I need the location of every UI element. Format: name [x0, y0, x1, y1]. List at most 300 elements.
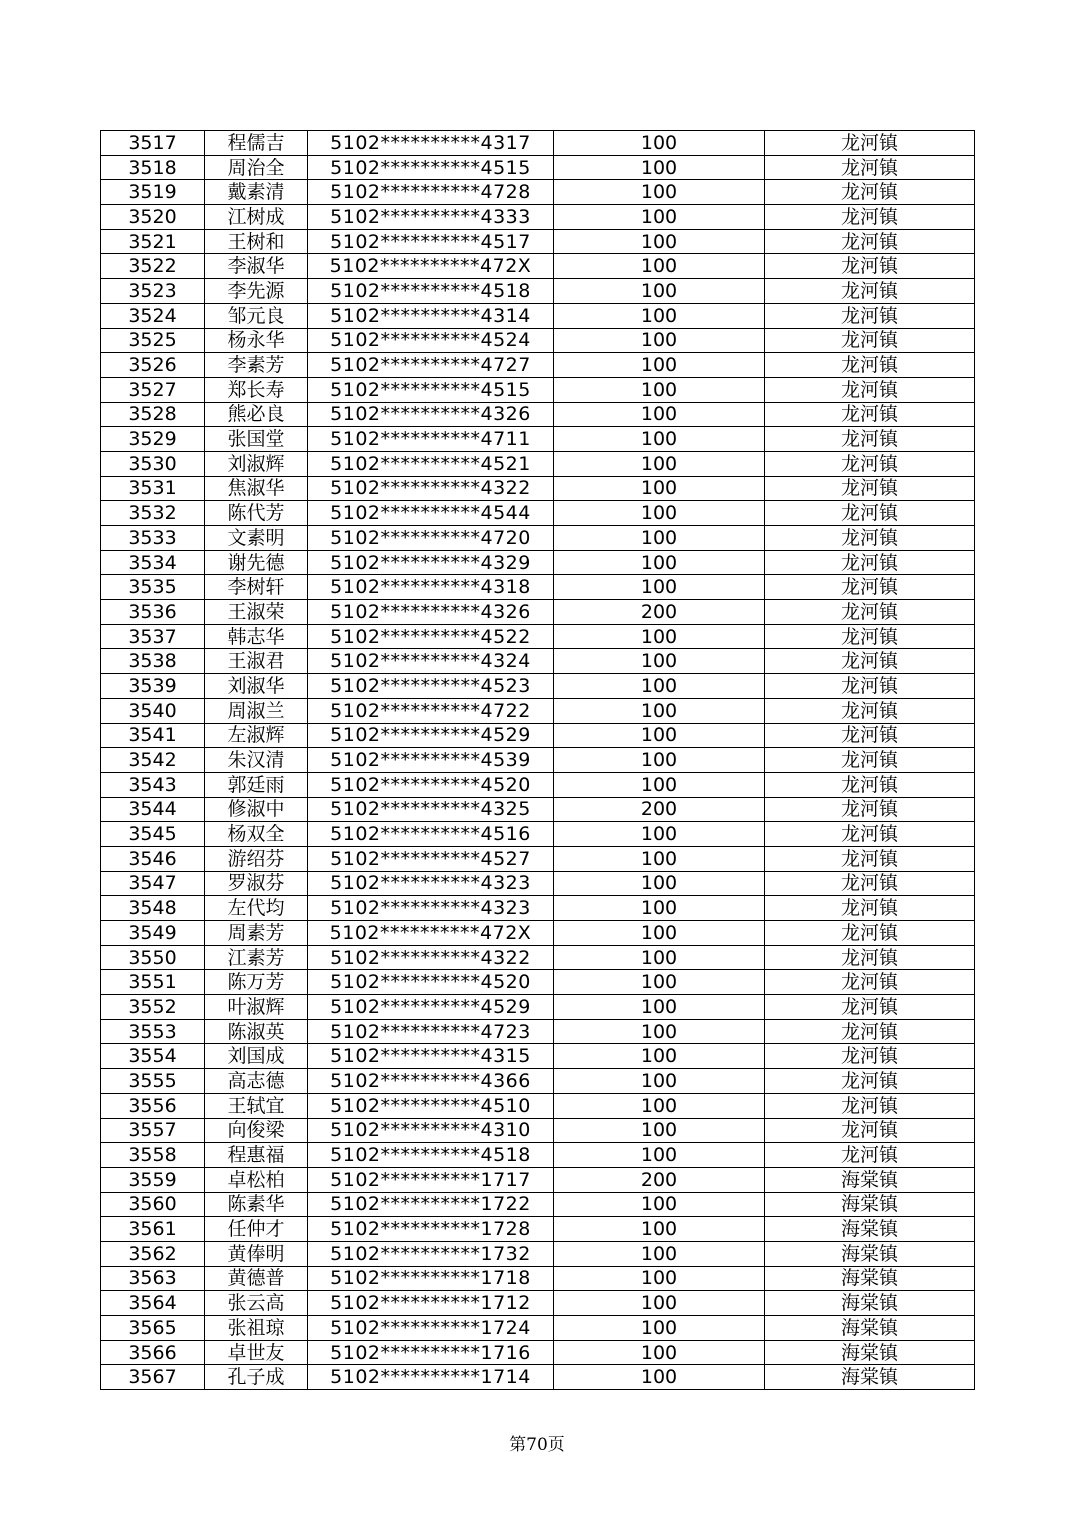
name-cell: 焦淑华 [205, 476, 308, 501]
id-number-cell: 5102**********4325 [308, 797, 554, 822]
town-cell: 龙河镇 [765, 205, 975, 230]
town-cell: 龙河镇 [765, 970, 975, 995]
name-cell: 黄德普 [205, 1266, 308, 1291]
name-cell: 郭廷雨 [205, 772, 308, 797]
amount-cell: 100 [554, 846, 765, 871]
table-row [101, 427, 975, 452]
table-row [101, 674, 975, 699]
table-row [101, 649, 975, 674]
name-cell: 左淑辉 [205, 723, 308, 748]
serial-number-cell: 3525 [101, 328, 205, 353]
name-cell: 游绍芬 [205, 846, 308, 871]
name-cell: 张祖琼 [205, 1316, 308, 1341]
name-cell: 朱汉清 [205, 748, 308, 773]
id-number-cell: 5102**********4727 [308, 353, 554, 378]
amount-cell: 100 [554, 1044, 765, 1069]
serial-number-cell: 3520 [101, 205, 205, 230]
id-number-cell: 5102**********1717 [308, 1167, 554, 1192]
name-cell: 黄俸明 [205, 1241, 308, 1266]
id-number-cell: 5102**********4315 [308, 1044, 554, 1069]
name-cell: 谢先德 [205, 550, 308, 575]
table-row [101, 180, 975, 205]
name-cell: 王轼宜 [205, 1093, 308, 1118]
id-number-cell: 5102**********4366 [308, 1069, 554, 1094]
table-row [101, 1217, 975, 1242]
name-cell: 韩志华 [205, 624, 308, 649]
town-cell: 龙河镇 [765, 131, 975, 156]
town-cell: 龙河镇 [765, 748, 975, 773]
serial-number-cell: 3527 [101, 377, 205, 402]
id-number-cell: 5102**********1722 [308, 1192, 554, 1217]
serial-number-cell: 3560 [101, 1192, 205, 1217]
amount-cell: 100 [554, 674, 765, 699]
serial-number-cell: 3567 [101, 1365, 205, 1390]
subsidy-table [100, 130, 975, 1390]
town-cell: 龙河镇 [765, 229, 975, 254]
id-number-cell: 5102**********4518 [308, 1143, 554, 1168]
id-number-cell: 5102**********4318 [308, 575, 554, 600]
name-cell: 王淑荣 [205, 600, 308, 625]
id-number-cell: 5102**********4520 [308, 772, 554, 797]
serial-number-cell: 3547 [101, 871, 205, 896]
town-cell: 龙河镇 [765, 674, 975, 699]
town-cell: 龙河镇 [765, 575, 975, 600]
amount-cell: 100 [554, 1093, 765, 1118]
amount-cell: 100 [554, 229, 765, 254]
table-row [101, 1241, 975, 1266]
id-number-cell: 5102**********4510 [308, 1093, 554, 1118]
table-row [101, 155, 975, 180]
serial-number-cell: 3545 [101, 822, 205, 847]
table-row [101, 1069, 975, 1094]
amount-cell: 100 [554, 698, 765, 723]
serial-number-cell: 3518 [101, 155, 205, 180]
town-cell: 海棠镇 [765, 1241, 975, 1266]
serial-number-cell: 3544 [101, 797, 205, 822]
id-number-cell: 5102**********4521 [308, 451, 554, 476]
table-row [101, 723, 975, 748]
name-cell: 郑长寿 [205, 377, 308, 402]
town-cell: 龙河镇 [765, 1093, 975, 1118]
name-cell: 卓世友 [205, 1340, 308, 1365]
name-cell: 王树和 [205, 229, 308, 254]
table-row [101, 1019, 975, 1044]
amount-cell: 100 [554, 748, 765, 773]
town-cell: 龙河镇 [765, 649, 975, 674]
id-number-cell: 5102**********1716 [308, 1340, 554, 1365]
amount-cell: 100 [554, 131, 765, 156]
serial-number-cell: 3523 [101, 279, 205, 304]
table-row [101, 205, 975, 230]
name-cell: 周治全 [205, 155, 308, 180]
town-cell: 龙河镇 [765, 1143, 975, 1168]
amount-cell: 100 [554, 155, 765, 180]
id-number-cell: 5102**********4523 [308, 674, 554, 699]
serial-number-cell: 3549 [101, 921, 205, 946]
id-number-cell: 5102**********4323 [308, 896, 554, 921]
table-row [101, 402, 975, 427]
table-row [101, 1143, 975, 1168]
name-cell: 卓松柏 [205, 1167, 308, 1192]
town-cell: 海棠镇 [765, 1316, 975, 1341]
id-number-cell: 5102**********4524 [308, 328, 554, 353]
table-body [101, 131, 975, 1390]
name-cell: 周素芳 [205, 921, 308, 946]
name-cell: 李淑华 [205, 254, 308, 279]
amount-cell: 100 [554, 871, 765, 896]
town-cell: 海棠镇 [765, 1291, 975, 1316]
id-number-cell: 5102**********1712 [308, 1291, 554, 1316]
serial-number-cell: 3562 [101, 1241, 205, 1266]
serial-number-cell: 3555 [101, 1069, 205, 1094]
name-cell: 陈万芳 [205, 970, 308, 995]
town-cell: 龙河镇 [765, 624, 975, 649]
id-number-cell: 5102**********4720 [308, 526, 554, 551]
serial-number-cell: 3543 [101, 772, 205, 797]
name-cell: 陈代芳 [205, 501, 308, 526]
table-row [101, 526, 975, 551]
table-row [101, 822, 975, 847]
amount-cell: 100 [554, 254, 765, 279]
amount-cell: 100 [554, 970, 765, 995]
serial-number-cell: 3559 [101, 1167, 205, 1192]
table-row [101, 377, 975, 402]
name-cell: 江素芳 [205, 945, 308, 970]
town-cell: 龙河镇 [765, 279, 975, 304]
table-row [101, 748, 975, 773]
name-cell: 左代均 [205, 896, 308, 921]
id-number-cell: 5102**********472X [308, 254, 554, 279]
amount-cell: 100 [554, 995, 765, 1020]
serial-number-cell: 3536 [101, 600, 205, 625]
town-cell: 海棠镇 [765, 1365, 975, 1390]
town-cell: 龙河镇 [765, 822, 975, 847]
id-number-cell: 5102**********4314 [308, 303, 554, 328]
serial-number-cell: 3565 [101, 1316, 205, 1341]
town-cell: 龙河镇 [765, 1044, 975, 1069]
name-cell: 刘淑辉 [205, 451, 308, 476]
table-row [101, 698, 975, 723]
id-number-cell: 5102**********4518 [308, 279, 554, 304]
town-cell: 龙河镇 [765, 698, 975, 723]
amount-cell: 100 [554, 945, 765, 970]
id-number-cell: 5102**********4722 [308, 698, 554, 723]
id-number-cell: 5102**********4723 [308, 1019, 554, 1044]
amount-cell: 100 [554, 1266, 765, 1291]
serial-number-cell: 3517 [101, 131, 205, 156]
serial-number-cell: 3551 [101, 970, 205, 995]
town-cell: 海棠镇 [765, 1217, 975, 1242]
serial-number-cell: 3531 [101, 476, 205, 501]
town-cell: 龙河镇 [765, 550, 975, 575]
serial-number-cell: 3550 [101, 945, 205, 970]
amount-cell: 100 [554, 1143, 765, 1168]
serial-number-cell: 3538 [101, 649, 205, 674]
table-row [101, 1093, 975, 1118]
table-row [101, 353, 975, 378]
serial-number-cell: 3554 [101, 1044, 205, 1069]
table-row [101, 550, 975, 575]
name-cell: 罗淑芬 [205, 871, 308, 896]
amount-cell: 100 [554, 1340, 765, 1365]
table-row [101, 1192, 975, 1217]
name-cell: 刘淑华 [205, 674, 308, 699]
id-number-cell: 5102**********4322 [308, 945, 554, 970]
serial-number-cell: 3537 [101, 624, 205, 649]
serial-number-cell: 3522 [101, 254, 205, 279]
id-number-cell: 5102**********4529 [308, 723, 554, 748]
name-cell: 任仲才 [205, 1217, 308, 1242]
id-number-cell: 5102**********4324 [308, 649, 554, 674]
table-row [101, 871, 975, 896]
town-cell: 龙河镇 [765, 1118, 975, 1143]
serial-number-cell: 3552 [101, 995, 205, 1020]
serial-number-cell: 3557 [101, 1118, 205, 1143]
serial-number-cell: 3548 [101, 896, 205, 921]
id-number-cell: 5102**********4527 [308, 846, 554, 871]
amount-cell: 100 [554, 476, 765, 501]
town-cell: 龙河镇 [765, 1069, 975, 1094]
id-number-cell: 5102**********4711 [308, 427, 554, 452]
name-cell: 程儒吉 [205, 131, 308, 156]
page-number: 第70页 [509, 1435, 565, 1455]
id-number-cell: 5102**********4520 [308, 970, 554, 995]
amount-cell: 100 [554, 822, 765, 847]
id-number-cell: 5102**********4326 [308, 600, 554, 625]
amount-cell: 100 [554, 550, 765, 575]
town-cell: 龙河镇 [765, 328, 975, 353]
table-row [101, 945, 975, 970]
town-cell: 龙河镇 [765, 451, 975, 476]
amount-cell: 100 [554, 451, 765, 476]
amount-cell: 200 [554, 600, 765, 625]
name-cell: 陈淑英 [205, 1019, 308, 1044]
amount-cell: 100 [554, 1365, 765, 1390]
table-row [101, 1118, 975, 1143]
serial-number-cell: 3542 [101, 748, 205, 773]
town-cell: 龙河镇 [765, 377, 975, 402]
town-cell: 龙河镇 [765, 402, 975, 427]
amount-cell: 100 [554, 501, 765, 526]
amount-cell: 100 [554, 377, 765, 402]
id-number-cell: 5102**********4333 [308, 205, 554, 230]
name-cell: 杨双全 [205, 822, 308, 847]
amount-cell: 100 [554, 303, 765, 328]
amount-cell: 100 [554, 180, 765, 205]
name-cell: 修淑中 [205, 797, 308, 822]
id-number-cell: 5102**********1724 [308, 1316, 554, 1341]
id-number-cell: 5102**********1714 [308, 1365, 554, 1390]
table-row [101, 624, 975, 649]
table-row [101, 1340, 975, 1365]
amount-cell: 100 [554, 772, 765, 797]
amount-cell: 100 [554, 1118, 765, 1143]
serial-number-cell: 3539 [101, 674, 205, 699]
id-number-cell: 5102**********4515 [308, 155, 554, 180]
name-cell: 孔子成 [205, 1365, 308, 1390]
town-cell: 龙河镇 [765, 353, 975, 378]
town-cell: 龙河镇 [765, 995, 975, 1020]
table-row [101, 600, 975, 625]
amount-cell: 100 [554, 649, 765, 674]
amount-cell: 100 [554, 723, 765, 748]
id-number-cell: 5102**********4544 [308, 501, 554, 526]
id-number-cell: 5102**********4529 [308, 995, 554, 1020]
town-cell: 龙河镇 [765, 180, 975, 205]
serial-number-cell: 3521 [101, 229, 205, 254]
serial-number-cell: 3528 [101, 402, 205, 427]
town-cell: 龙河镇 [765, 871, 975, 896]
town-cell: 龙河镇 [765, 896, 975, 921]
id-number-cell: 5102**********4310 [308, 1118, 554, 1143]
id-number-cell: 5102**********1732 [308, 1241, 554, 1266]
town-cell: 龙河镇 [765, 476, 975, 501]
amount-cell: 100 [554, 1069, 765, 1094]
name-cell: 熊必良 [205, 402, 308, 427]
name-cell: 戴素清 [205, 180, 308, 205]
amount-cell: 100 [554, 427, 765, 452]
name-cell: 文素明 [205, 526, 308, 551]
name-cell: 刘国成 [205, 1044, 308, 1069]
table-row [101, 303, 975, 328]
serial-number-cell: 3524 [101, 303, 205, 328]
serial-number-cell: 3563 [101, 1266, 205, 1291]
id-number-cell: 5102**********4515 [308, 377, 554, 402]
amount-cell: 100 [554, 1192, 765, 1217]
serial-number-cell: 3564 [101, 1291, 205, 1316]
amount-cell: 100 [554, 526, 765, 551]
serial-number-cell: 3534 [101, 550, 205, 575]
name-cell: 陈素华 [205, 1192, 308, 1217]
amount-cell: 100 [554, 1316, 765, 1341]
amount-cell: 100 [554, 279, 765, 304]
id-number-cell: 5102**********4728 [308, 180, 554, 205]
name-cell: 张国堂 [205, 427, 308, 452]
town-cell: 龙河镇 [765, 1019, 975, 1044]
town-cell: 海棠镇 [765, 1340, 975, 1365]
table-row [101, 1291, 975, 1316]
table-row [101, 131, 975, 156]
serial-number-cell: 3553 [101, 1019, 205, 1044]
id-number-cell: 5102**********4326 [308, 402, 554, 427]
table-row [101, 476, 975, 501]
serial-number-cell: 3561 [101, 1217, 205, 1242]
table-row [101, 229, 975, 254]
table-row [101, 921, 975, 946]
town-cell: 龙河镇 [765, 501, 975, 526]
town-cell: 龙河镇 [765, 945, 975, 970]
id-number-cell: 5102**********4517 [308, 229, 554, 254]
table-row [101, 279, 975, 304]
serial-number-cell: 3541 [101, 723, 205, 748]
table-row [101, 328, 975, 353]
serial-number-cell: 3546 [101, 846, 205, 871]
serial-number-cell: 3535 [101, 575, 205, 600]
serial-number-cell: 3556 [101, 1093, 205, 1118]
name-cell: 周淑兰 [205, 698, 308, 723]
town-cell: 龙河镇 [765, 846, 975, 871]
table-row [101, 575, 975, 600]
serial-number-cell: 3530 [101, 451, 205, 476]
table-row [101, 995, 975, 1020]
name-cell: 程惠福 [205, 1143, 308, 1168]
amount-cell: 100 [554, 1019, 765, 1044]
table-row [101, 846, 975, 871]
id-number-cell: 5102**********4522 [308, 624, 554, 649]
name-cell: 叶淑辉 [205, 995, 308, 1020]
table-row [101, 896, 975, 921]
amount-cell: 100 [554, 353, 765, 378]
town-cell: 龙河镇 [765, 723, 975, 748]
serial-number-cell: 3532 [101, 501, 205, 526]
id-number-cell: 5102**********4329 [308, 550, 554, 575]
serial-number-cell: 3558 [101, 1143, 205, 1168]
table-row [101, 254, 975, 279]
amount-cell: 200 [554, 797, 765, 822]
town-cell: 海棠镇 [765, 1192, 975, 1217]
name-cell: 高志德 [205, 1069, 308, 1094]
name-cell: 李树轩 [205, 575, 308, 600]
table-row [101, 451, 975, 476]
amount-cell: 100 [554, 402, 765, 427]
serial-number-cell: 3533 [101, 526, 205, 551]
amount-cell: 100 [554, 205, 765, 230]
table-row [101, 970, 975, 995]
town-cell: 龙河镇 [765, 921, 975, 946]
serial-number-cell: 3529 [101, 427, 205, 452]
table-row [101, 1044, 975, 1069]
town-cell: 龙河镇 [765, 772, 975, 797]
town-cell: 龙河镇 [765, 427, 975, 452]
amount-cell: 200 [554, 1167, 765, 1192]
amount-cell: 100 [554, 1241, 765, 1266]
amount-cell: 100 [554, 1291, 765, 1316]
name-cell: 张云高 [205, 1291, 308, 1316]
amount-cell: 100 [554, 896, 765, 921]
id-number-cell: 5102**********4317 [308, 131, 554, 156]
id-number-cell: 5102**********1728 [308, 1217, 554, 1242]
table-row [101, 1365, 975, 1390]
name-cell: 王淑君 [205, 649, 308, 674]
town-cell: 龙河镇 [765, 600, 975, 625]
amount-cell: 100 [554, 328, 765, 353]
serial-number-cell: 3519 [101, 180, 205, 205]
id-number-cell: 5102**********4516 [308, 822, 554, 847]
amount-cell: 100 [554, 921, 765, 946]
town-cell: 龙河镇 [765, 155, 975, 180]
serial-number-cell: 3526 [101, 353, 205, 378]
town-cell: 龙河镇 [765, 303, 975, 328]
name-cell: 邹元良 [205, 303, 308, 328]
table-row [101, 772, 975, 797]
name-cell: 杨永华 [205, 328, 308, 353]
name-cell: 江树成 [205, 205, 308, 230]
town-cell: 海棠镇 [765, 1266, 975, 1291]
table-row [101, 501, 975, 526]
id-number-cell: 5102**********4323 [308, 871, 554, 896]
name-cell: 李素芳 [205, 353, 308, 378]
amount-cell: 100 [554, 575, 765, 600]
name-cell: 李先源 [205, 279, 308, 304]
table-row [101, 1266, 975, 1291]
amount-cell: 100 [554, 624, 765, 649]
id-number-cell: 5102**********1718 [308, 1266, 554, 1291]
table-row [101, 797, 975, 822]
id-number-cell: 5102**********472X [308, 921, 554, 946]
town-cell: 龙河镇 [765, 797, 975, 822]
amount-cell: 100 [554, 1217, 765, 1242]
id-number-cell: 5102**********4322 [308, 476, 554, 501]
